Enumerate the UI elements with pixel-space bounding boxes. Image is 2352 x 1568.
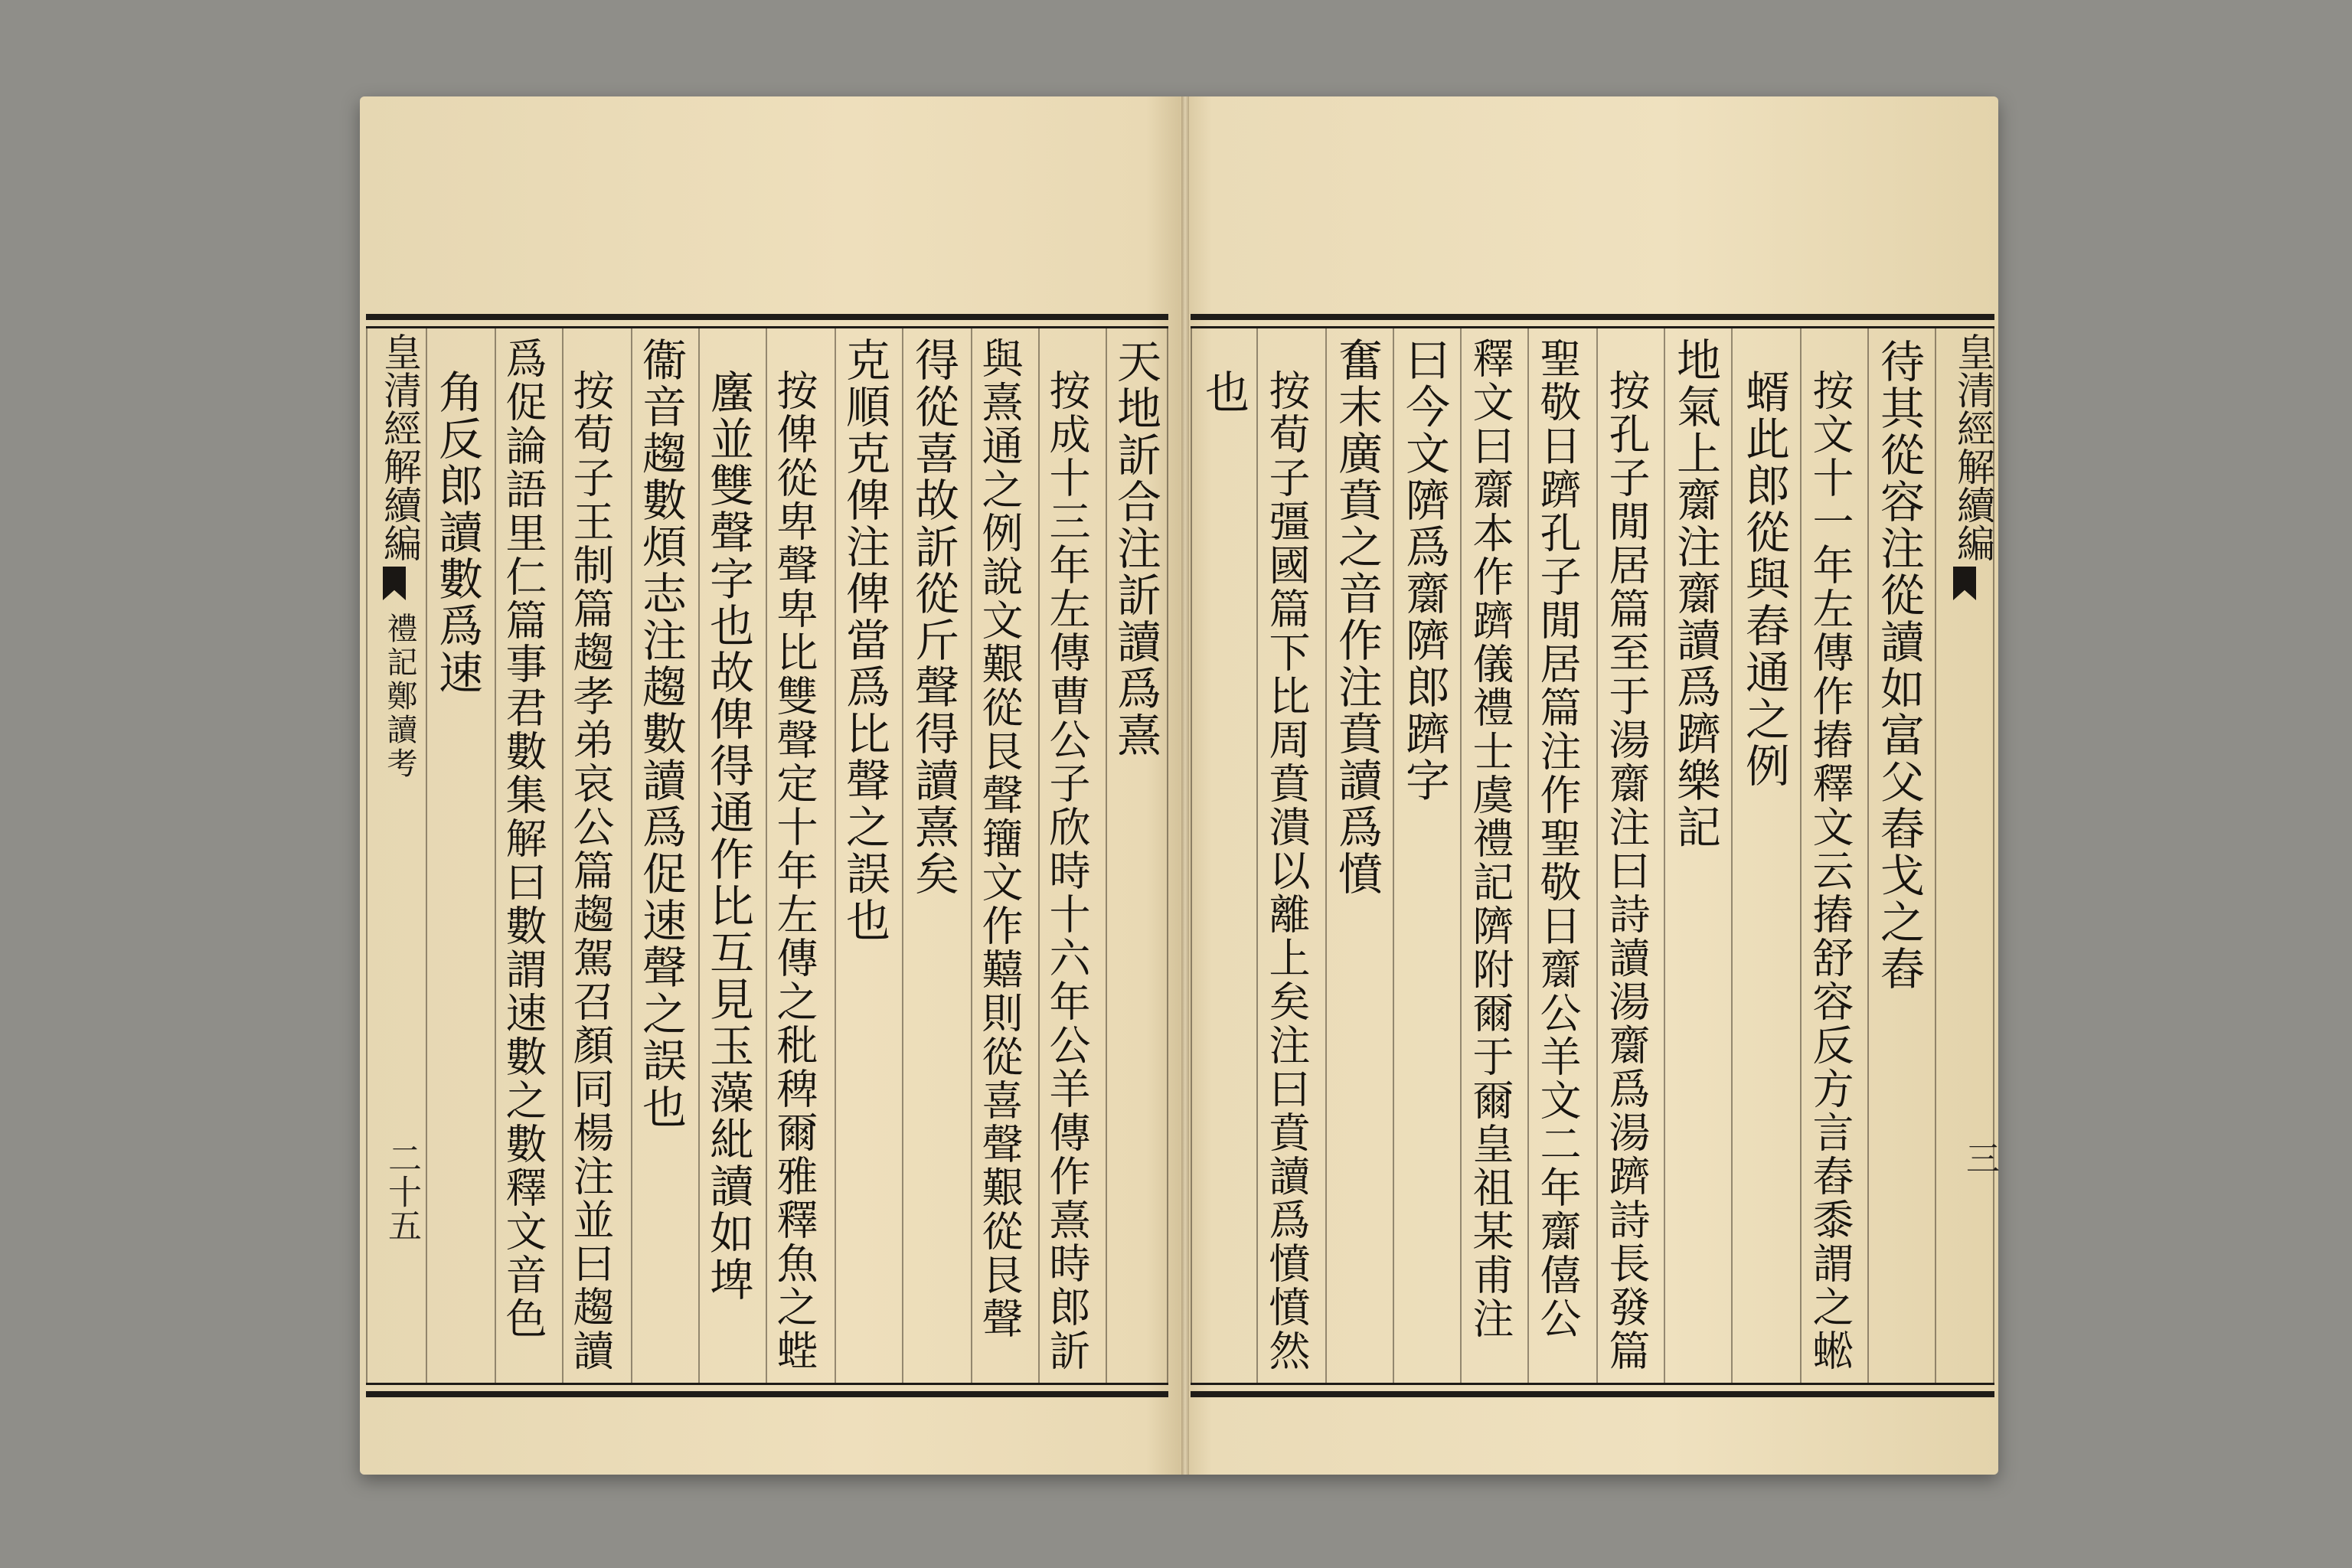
text-column: 釋文曰𪗋本作躋儀禮士虞禮記隮附爾于爾皇祖某甫注 bbox=[1466, 337, 1514, 1341]
text-column: 待其從容注從讀如富父舂戈之舂 bbox=[1873, 338, 1925, 992]
column-line bbox=[1393, 328, 1394, 1383]
column-line bbox=[902, 328, 903, 1383]
column-line bbox=[835, 328, 836, 1383]
column-line bbox=[1935, 328, 1936, 1383]
margin-title: 皇清經解續編 bbox=[377, 332, 422, 562]
column-line bbox=[1664, 328, 1665, 1383]
column-line bbox=[1191, 328, 1192, 1383]
page-number: 二十五 bbox=[382, 1141, 421, 1242]
column-line bbox=[1325, 328, 1327, 1383]
fish-tail-mark bbox=[1953, 567, 1976, 600]
text-column: 角反郎讀數爲速 bbox=[431, 369, 483, 696]
bottom-border-inner bbox=[366, 1383, 1168, 1385]
text-column: 天地訢合注訢讀爲熹 bbox=[1109, 338, 1161, 759]
text-column: 蝑此郎從與舂通之例 bbox=[1738, 369, 1790, 789]
top-border bbox=[366, 314, 1168, 320]
text-column: 曰今文隮爲𪗋隮郎躋字 bbox=[1398, 337, 1450, 804]
column-line bbox=[1596, 328, 1598, 1383]
column-line bbox=[1867, 328, 1869, 1383]
text-column: 克順克俾注俾當爲比聲之誤也 bbox=[838, 337, 890, 944]
bottom-border-inner bbox=[1191, 1383, 1994, 1385]
text-column: 按文十一年左傳作摏釋文云摏舒容反方言舂黍謂之蜙 bbox=[1806, 369, 1854, 1373]
top-border-inner bbox=[1191, 326, 1994, 328]
bottom-border bbox=[1191, 1391, 1994, 1397]
text-column: 按荀子彊國篇下比周賁潰以離上矣注曰賁讀爲憤憤然 bbox=[1263, 369, 1311, 1373]
column-line bbox=[495, 328, 496, 1383]
column-line bbox=[1167, 328, 1168, 1383]
text-column: 爲促論語里仁篇事君數集解曰數謂速數之數釋文音色 bbox=[499, 337, 547, 1341]
top-border-inner bbox=[366, 326, 1168, 328]
text-column: 聖敬日躋孔子閒居篇注作聖敬日𪗋公羊文二年𪗋僖公 bbox=[1534, 337, 1582, 1341]
column-line bbox=[1731, 328, 1733, 1383]
column-line bbox=[1800, 328, 1802, 1383]
column-line bbox=[971, 328, 972, 1383]
column-line bbox=[631, 328, 632, 1383]
fish-tail-mark bbox=[383, 567, 406, 600]
text-column: 得從喜故訢從斤聲得讀熹矣 bbox=[907, 337, 959, 897]
column-line bbox=[1106, 328, 1107, 1383]
margin-subtitle: 禮記鄭讀考 bbox=[382, 612, 417, 781]
text-column: 螷並雙聲字也故俾得通作比互見玉藻紕讀如埤 bbox=[702, 369, 754, 1303]
margin-title: 皇清經解續編 bbox=[1951, 332, 1995, 562]
text-column: 奮末廣賁之音作注賁讀爲憤 bbox=[1331, 337, 1383, 897]
column-line bbox=[1038, 328, 1040, 1383]
column-line bbox=[562, 328, 564, 1383]
left-page bbox=[366, 314, 1168, 1397]
page-number: 三 bbox=[1960, 1141, 1999, 1174]
text-column: 也 bbox=[1197, 369, 1250, 416]
text-column: 衞音趨數煩志注趨數讀爲促速聲之誤也 bbox=[635, 337, 687, 1131]
text-column: 與熹通之例說文艱從艮聲籒文作囏則從喜聲艱從艮聲 bbox=[975, 337, 1024, 1341]
column-line bbox=[766, 328, 767, 1383]
column-line bbox=[1527, 328, 1529, 1383]
text-column: 按成十三年左傳曹公子欣時十六年公羊傳作熹時郎訢 bbox=[1043, 369, 1091, 1373]
book-spine bbox=[1181, 96, 1189, 1475]
text-column: 按孔子閒居篇至于湯𪗋注曰詩讀湯𪗋爲湯躋詩長發篇 bbox=[1602, 369, 1651, 1373]
column-line bbox=[1256, 328, 1258, 1383]
top-border bbox=[1191, 314, 1994, 320]
right-page bbox=[1191, 314, 1999, 1397]
column-line bbox=[1460, 328, 1462, 1383]
text-column: 按荀子王制篇趨孝弟哀公篇趨駕召顏同楊注並曰趨讀 bbox=[567, 369, 615, 1373]
column-line bbox=[366, 328, 368, 1383]
column-line bbox=[698, 328, 700, 1383]
text-column: 按俾從卑聲卑比雙聲定十年左傳之秕稗爾雅釋魚之蜌 bbox=[770, 369, 818, 1373]
text-column: 地氣上𪗋注𪗋讀爲躋樂記 bbox=[1669, 337, 1721, 851]
bottom-border bbox=[366, 1391, 1168, 1397]
